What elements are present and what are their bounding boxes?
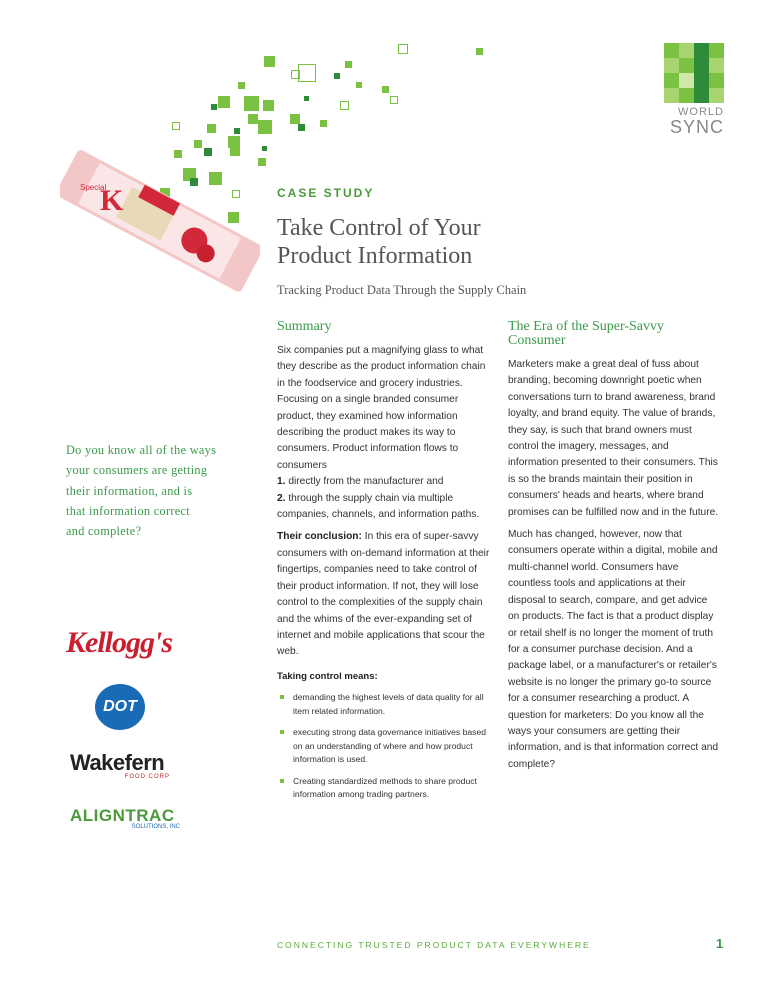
pull-quote-line: and complete? — [66, 524, 142, 539]
title-line-1: Take Control of Your — [277, 215, 481, 241]
aligntrac-logo: ALIGNTRAC SOLUTIONS, INC — [70, 806, 180, 830]
product-brand-letter: K — [100, 184, 124, 217]
list-item: Creating standardized methods to share product information among trading partners. — [277, 775, 492, 802]
taking-control-label: Taking control means: — [277, 670, 378, 682]
list-item: executing strong data governance initiatives based on an understanding of where and how product information is used. — [277, 726, 492, 767]
summary-column — [277, 320, 492, 810]
product-label: Special — [80, 183, 107, 192]
pull-quote-line: your consumers are getting — [66, 463, 208, 478]
page-number: 1 — [716, 936, 724, 951]
worldsync-word2: SYNC — [669, 117, 724, 137]
worldsync-grid-icon — [664, 43, 724, 103]
era-paragraph: Marketers make a great deal of fuss about branding, becoming downright poetic when conversations turn to brand awareness, brand loyalty, and brand equity. The value of brands, they say, is such that brand owners must control the imagery, messages, and information presented to their consumers. This is so the brands maintain their position in consumers' heads and hearts, where brand promises can be fulfilled now and in the future. — [508, 359, 719, 518]
taking-control-list — [277, 691, 492, 802]
pull-quote-line: their information, and is — [66, 483, 193, 498]
kelloggs-logo: Kellogg's — [66, 626, 173, 659]
pull-quote-line: Do you know all of the ways — [66, 443, 217, 457]
era-paragraph: Much has changed, however, now that consumers operate within a digital, mobile and multi-channel world. Consumers have countless tools and applications at their disposal to search, compare, and get advice on products. The fact is that a product display or retail shelf is no longer the moment of truth for a consumer purchase decision. And a package label, or a manufacturer's or retailer's website is no longer the primary go-to source for a consumer researching a product. A question for marketers: Do you know all the ways your consumers are getting their information, and is that information correct and complete? — [508, 529, 719, 770]
page-title — [277, 214, 597, 270]
worldsync-logo — [664, 43, 724, 136]
title-line-2: Product Information — [277, 243, 473, 269]
product-bar-image — [60, 130, 260, 310]
dot-logo: DOT — [95, 684, 145, 730]
wakefern-logo: Wakefern FOOD CORP — [70, 750, 170, 780]
worldsync-word1: WORLD — [678, 106, 724, 118]
sidebar-pull-quote — [66, 440, 246, 541]
era-column — [508, 320, 720, 779]
case-study-label: CASE STUDY — [277, 186, 375, 200]
pull-quote-line: that information correct — [66, 503, 190, 518]
list-item: demanding the highest levels of data quality for all item related information. — [277, 691, 492, 718]
summary-paragraph: Six companies put a magnifying glass to what they describe as the product information chain in the foodservice and grocery industries. Focusing on a single branded consumer product, they examined how information describing the product makes its way to consumers. Product information flows to consumers 1. directly from the manufacturer and 2. through the supply chain via multiple companies, channels, and information paths. — [277, 345, 486, 521]
page-subtitle: Tracking Product Data Through the Supply Chain — [277, 283, 527, 297]
conclusion-paragraph: Their conclusion: In this era of super-savvy consumers with on-demand information at their fingertips, companies need to take control of their product information. If not, they will lose control to the complexities of the supply chain and the whims of the ever-expanding set of internet and mobile applications that scour the web. — [277, 531, 490, 658]
era-heading: The Era of the Super-Savvy Consumer — [508, 319, 665, 348]
summary-heading: Summary — [277, 319, 332, 334]
footer-tagline: CONNECTING TRUSTED PRODUCT DATA EVERYWHERE — [277, 940, 591, 950]
